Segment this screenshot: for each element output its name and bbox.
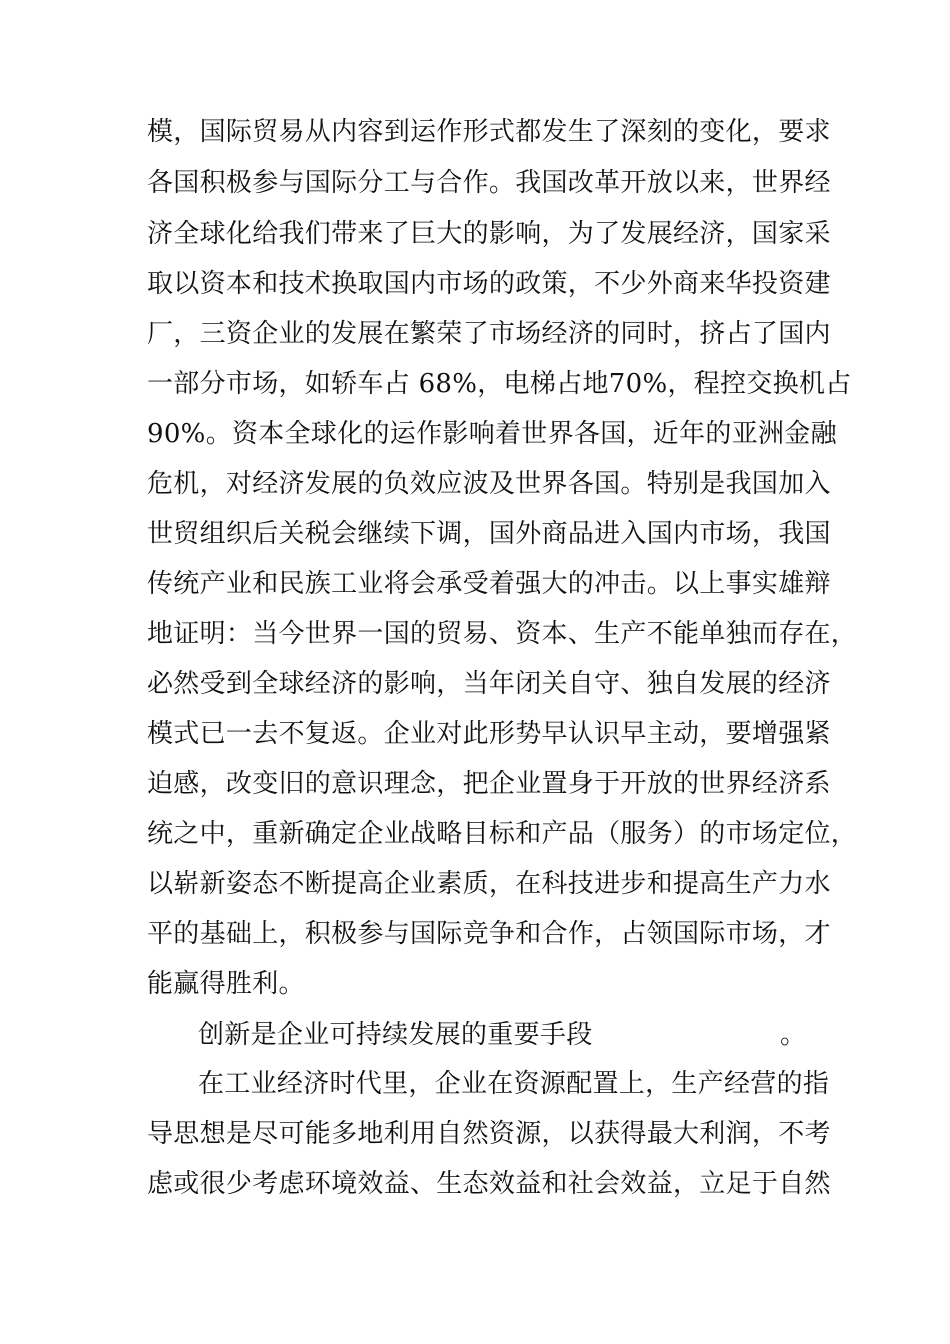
paragraph-1-line-7: 90%。资本全球化的运作影响着世界各国，近年的亚洲金融 xyxy=(147,419,837,449)
paragraph-2-line-1: 在工业经济时代里，企业在资源配置上，生产经营的指 xyxy=(198,1069,830,1099)
paragraph-1-line-12: 必然受到全球经济的影响，当年闭关自守、独自发展的经济 xyxy=(147,669,831,699)
paragraph-1-line-4: 取以资本和技术换取国内市场的政策，不少外商来华投资建 xyxy=(147,269,831,299)
paragraph-1-line-17: 平的基础上，积极参与国际竞争和合作，占领国际市场，才 xyxy=(147,919,831,949)
paragraph-1-line-5: 厂，三资企业的发展在繁荣了市场经济的同时，挤占了国内 xyxy=(147,319,831,349)
paragraph-1-line-13: 模式已一去不复返。企业对此形势早认识早主动，要增强紧 xyxy=(147,719,831,749)
paragraph-1-line-14: 迫感，改变旧的意识理念，把企业置身于开放的世界经济系 xyxy=(147,769,831,799)
paragraph-1-line-8: 危机，对经济发展的负效应波及世界各国。特别是我国加入 xyxy=(147,469,831,499)
paragraph-1-line-9: 世贸组织后关税会继续下调，国外商品进入国内市场，我国 xyxy=(147,519,831,549)
heading-end-mark: 。 xyxy=(780,1020,807,1050)
paragraph-1-line-11: 地证明：当今世界一国的贸易、资本、生产不能单独而存在， xyxy=(147,619,858,649)
paragraph-1-line-18: 能赢得胜利。 xyxy=(147,969,305,999)
paragraph-1-line-15: 统之中，重新确定企业战略目标和产品（服务）的市场定位， xyxy=(147,819,858,849)
paragraph-2-line-3: 虑或很少考虑环境效益、生态效益和社会效益，立足于自然 xyxy=(147,1169,831,1199)
paragraph-1-line-2: 各国积极参与国际分工与合作。我国改革开放以来，世界经 xyxy=(147,168,831,198)
paragraph-1-line-3: 济全球化给我们带来了巨大的影响，为了发展经济，国家采 xyxy=(147,219,831,249)
paragraph-2-line-2: 导思想是尽可能多地利用自然资源，以获得最大利润，不考 xyxy=(147,1119,831,1149)
paragraph-1-line-10: 传统产业和民族工业将会承受着强大的冲击。以上事实雄辩 xyxy=(147,569,831,599)
paragraph-1-line-1: 模，国际贸易从内容到运作形式都发生了深刻的变化，要求 xyxy=(147,117,831,147)
paragraph-1-line-6: 一部分市场，如轿车占 68%，电梯占地70%，程控交换机占 xyxy=(147,369,852,399)
section-heading: 创新是企业可持续发展的重要手段 xyxy=(198,1020,593,1050)
paragraph-1-line-16: 以崭新姿态不断提高企业素质，在科技进步和提高生产力水 xyxy=(147,869,831,899)
